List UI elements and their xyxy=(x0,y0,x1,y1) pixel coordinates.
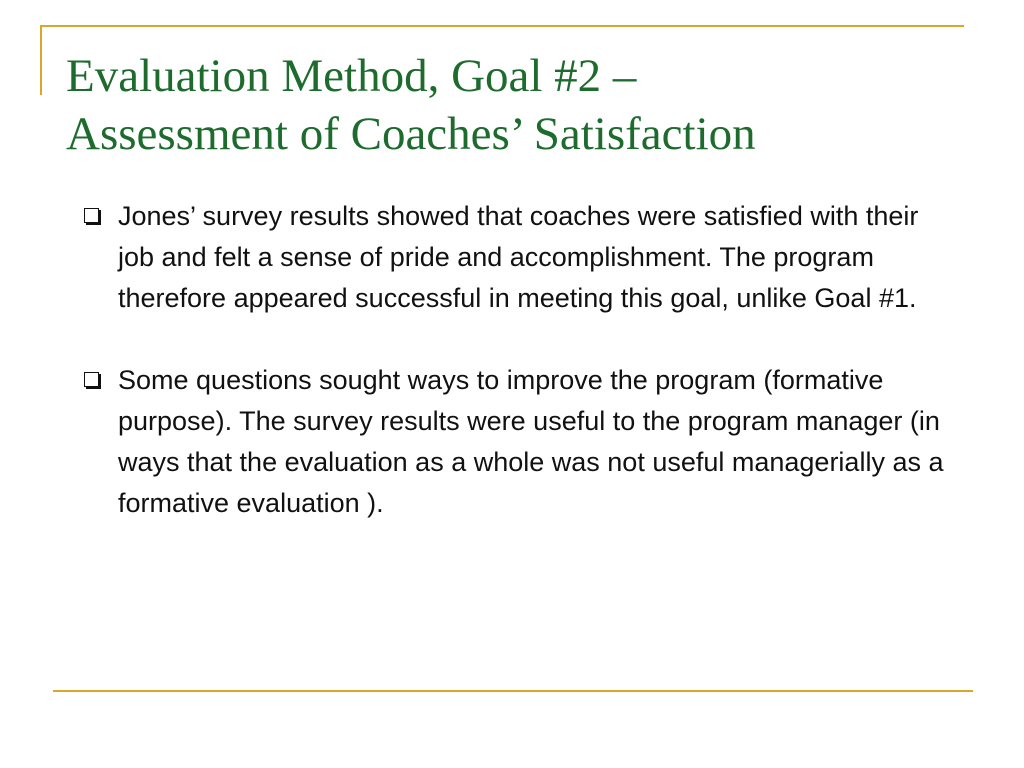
slide-title xyxy=(66,47,966,163)
bullet-item-1 xyxy=(82,196,952,319)
left-accent-rule xyxy=(40,25,42,95)
hollow-square-bullet-icon xyxy=(84,372,99,387)
slide-title-line-1: Evaluation Method, Goal #2 – xyxy=(66,50,637,102)
hollow-square-bullet-icon xyxy=(84,208,99,223)
slide-title-line-2: Assessment of Coaches’ Satisfaction xyxy=(66,108,756,160)
bottom-accent-rule xyxy=(53,690,973,692)
bullet-text: Some questions sought ways to improve the program (formative purpose). The survey results were useful to the program manager (in ways that the evaluation as a whole was not useful managerially as a formative evaluation ). xyxy=(118,365,944,518)
bullet-text: Jones’ survey results showed that coaches were satisfied with their job and felt a sense of pride and accomplishment. The program therefore appeared successful in meeting this goal, unlike Goal #1. xyxy=(118,201,919,313)
bullet-list xyxy=(82,196,952,524)
bullet-item-2 xyxy=(82,360,952,524)
top-accent-rule xyxy=(40,25,964,27)
